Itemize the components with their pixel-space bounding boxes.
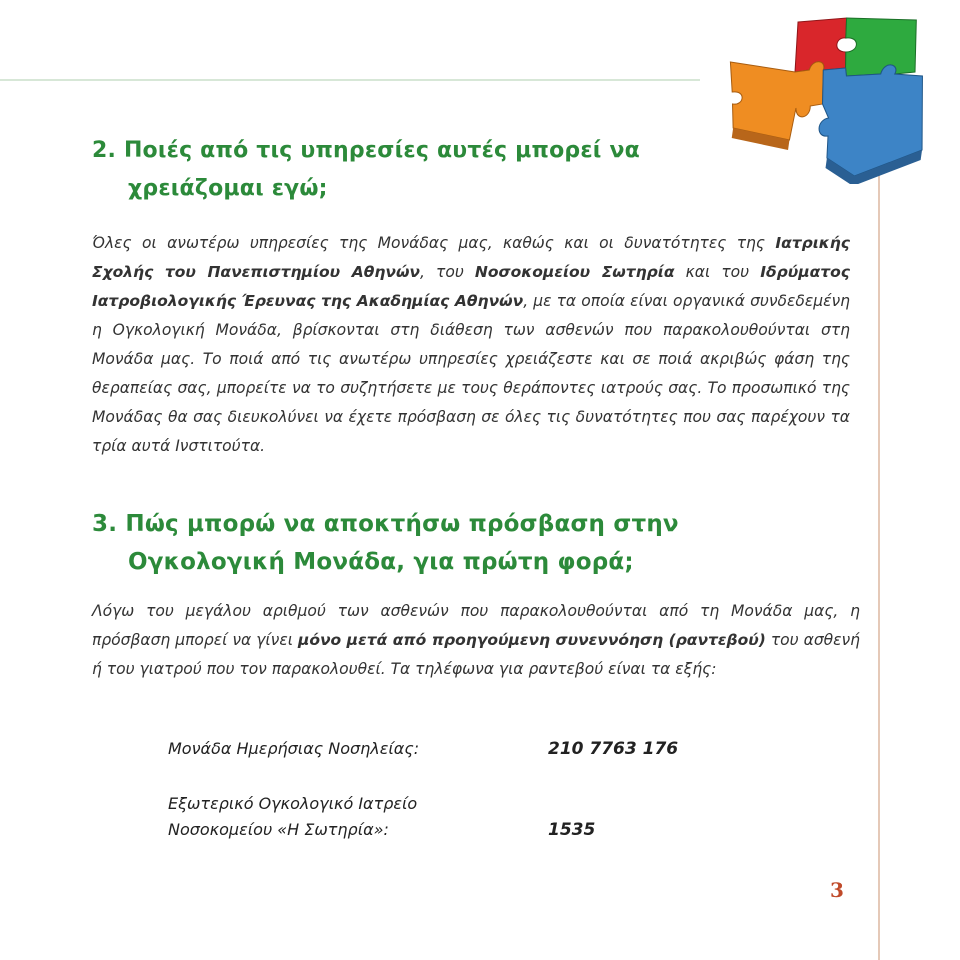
section-2-text-1: Όλες οι ανωτέρω υπηρεσίες της Μονάδας μας, καθώς και οι δυνατότητες της	[92, 234, 776, 252]
page-number: 3	[830, 878, 844, 902]
contact-outpatient-phone: 1535	[548, 820, 596, 840]
section-2-number: 2.	[92, 138, 117, 163]
puzzle-piece-green	[838, 18, 922, 76]
contact-outpatient-label-line1: Εξωτερικό Ογκολογικό Ιατρείο	[168, 794, 418, 813]
top-divider	[0, 79, 700, 81]
contact-outpatient	[168, 790, 728, 842]
section-2-text-4: , με τα οποία είναι οργανικά συνδεδεμένη η Ογκολογική Μονάδα, βρίσκονται στη διάθεση των ασθενών που παρακολουθούνται στη Μονάδα μας. Το ποιά από τις ανωτέρω υπηρεσίες χρειάζεστε και σε ποιά ακριβώς φάση της θεραπείας σας, μπορείτε να το συζητήσετε με τους θεράποντες ιατρούς σας. Το προσωπικό της Μονάδας θα σας διευκολύνει να έχετε πρόσβαση σε όλες τις δυνατότητες που σας παρέχουν τα τρία αυτά Ινστιτούτα.	[92, 292, 850, 455]
section-2-paragraph	[92, 229, 850, 461]
section-2-text-3: και του	[674, 263, 761, 281]
section-2-bold-medical-school: Ιατρικής Σχολής του Πανεπιστημίου Αθηνών	[92, 234, 850, 281]
section-2-title-line2: χρειάζομαι εγώ;	[128, 176, 328, 201]
section-3-title-line2: Ογκολογική Μονάδα, για πρώτη φορά;	[128, 549, 634, 575]
section-2-heading	[92, 132, 732, 208]
section-2-bold-hospital: Νοσοκομείου Σωτηρία	[474, 263, 675, 281]
section-3-bold-appointment: μόνο μετά από προηγούμενη συνεννόηση (ραντεβού)	[297, 631, 766, 649]
section-3-heading	[92, 505, 792, 581]
contact-outpatient-label-line2: Νοσοκομείου «Η Σωτηρία»:	[168, 820, 389, 839]
puzzle-pieces-illustration	[700, 8, 952, 184]
contact-day-care	[168, 737, 728, 761]
section-2-bold-foundation: Ιδρύματος Ιατροβιολογικής Έρευνας της Ακαδημίας Αθηνών	[92, 263, 850, 310]
section-2-text-2: , του	[419, 263, 475, 281]
section-3-text-2: του ασθενή ή του γιατρού που τον παρακολουθεί. Τα τηλέφωνα για ραντεβού είναι τα εξής:	[92, 631, 861, 678]
section-3-number: 3.	[92, 511, 118, 537]
section-2-title-line1: Ποιές από τις υπηρεσίες αυτές μπορεί να	[123, 138, 640, 163]
contact-day-care-label: Μονάδα Ημερήσιας Νοσηλείας:	[168, 739, 420, 758]
section-3-title-line1: Πώς μπορώ να αποκτήσω πρόσβαση στην	[125, 511, 679, 537]
puzzle-piece-orange	[719, 62, 828, 140]
side-divider	[878, 175, 880, 960]
section-3-paragraph	[92, 597, 860, 684]
section-3-text-1: Λόγω του μεγάλου αριθμού των ασθενών που παρακολουθούνται από τη Μονάδα μας, η πρόσβαση μπορεί να γίνει	[92, 602, 860, 649]
contact-day-care-phone: 210 7763 176	[548, 739, 679, 759]
